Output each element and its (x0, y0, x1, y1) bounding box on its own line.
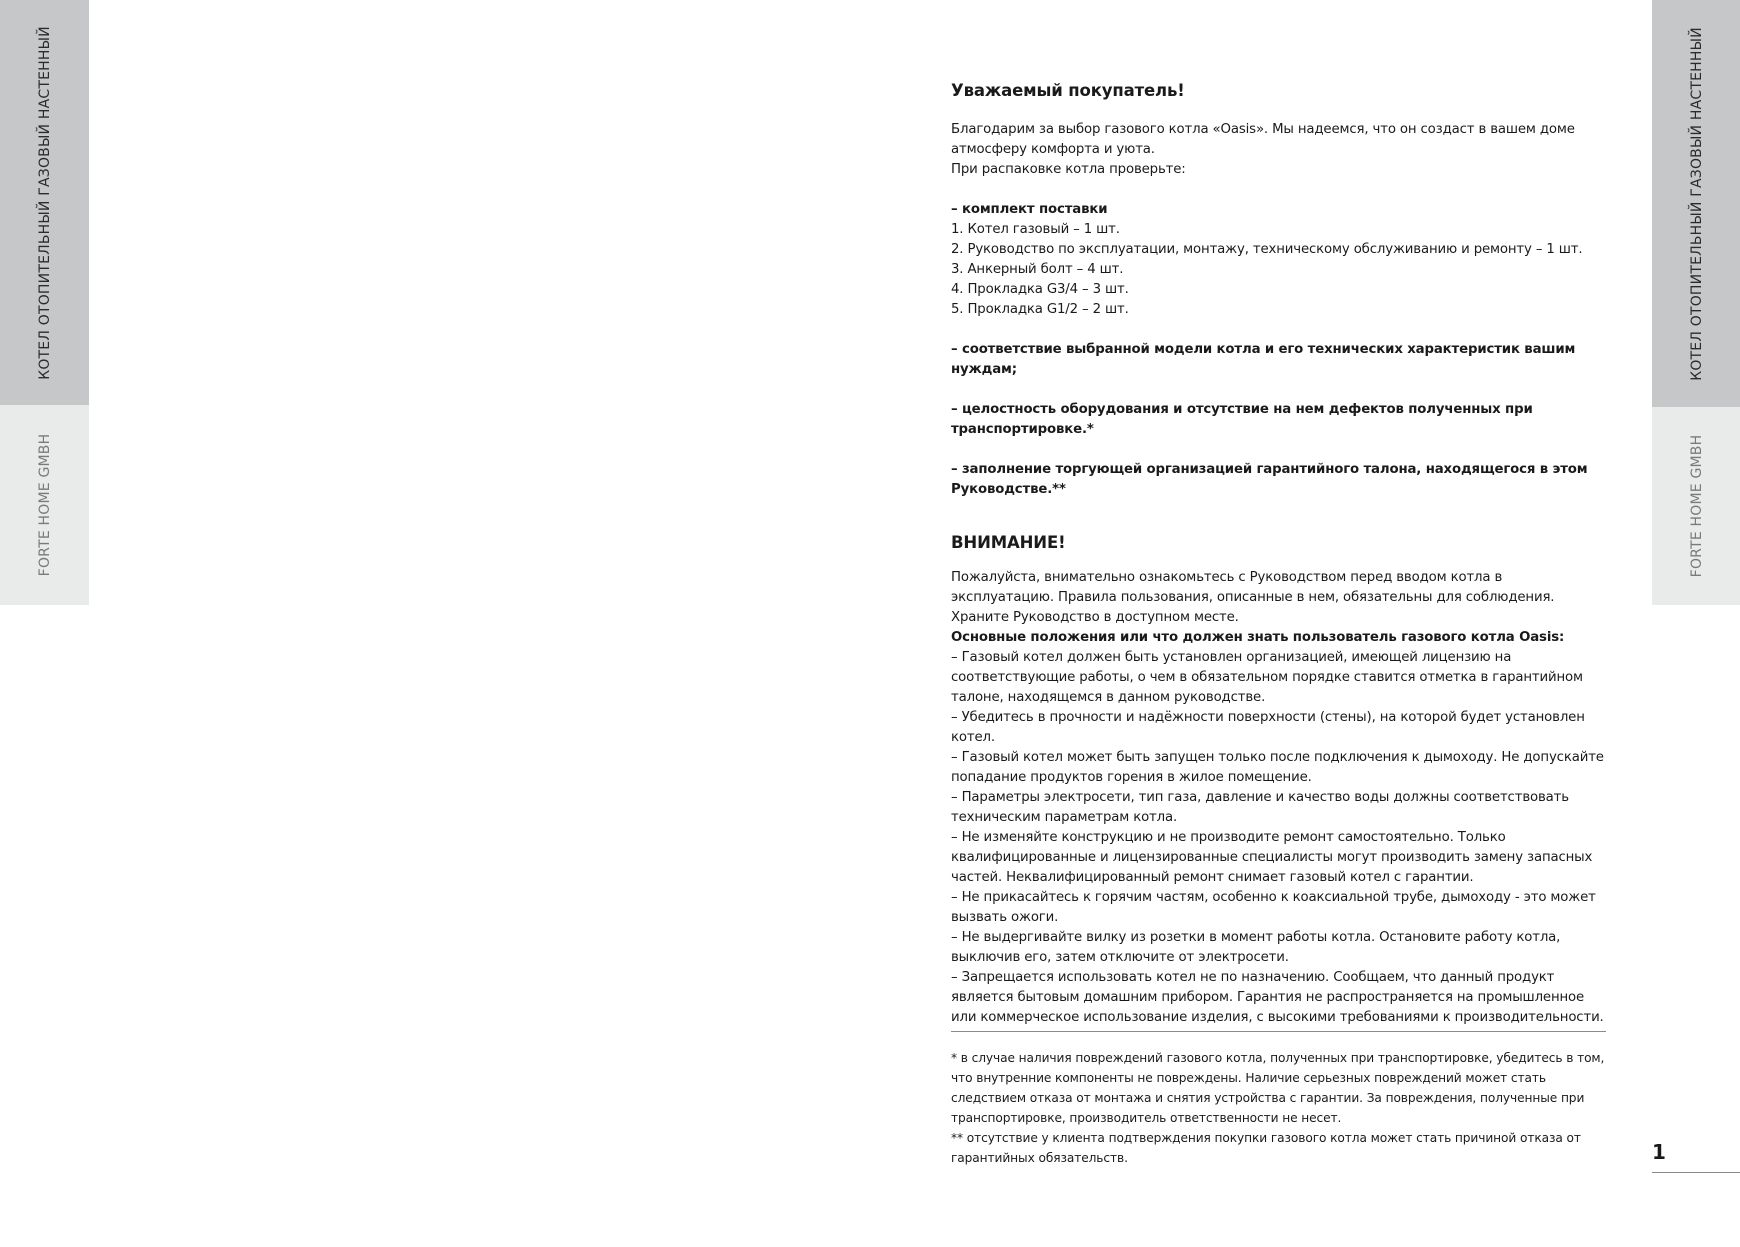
rule-item: – Не прикасайтесь к горячим частям, особенно к коаксиальной трубе, дымоходу - это может вызвать ожоги. (951, 890, 1596, 925)
kit-item: 3. Анкерный болт – 4 шт. (951, 262, 1124, 277)
kit-item: 4. Прокладка G3/4 – 3 шт. (951, 282, 1129, 297)
footnotes (951, 1048, 1606, 1168)
kit-list (951, 220, 1606, 320)
greeting-heading: Уважаемый покупатель! (951, 81, 1185, 100)
intro-text: Благодарим за выбор газового котла «Oasis». Мы надеемся, что он создаст в вашем доме атмосферу комфорта и уюта. (951, 122, 1575, 157)
kit-heading: – комплект поставки (951, 202, 1108, 217)
right-product-label: КОТЕЛ ОТОПИТЕЛЬНЫЙ ГАЗОВЫЙ НАСТЕННЫЙ (1688, 26, 1705, 381)
kit-item: 5. Прокладка G1/2 – 2 шт. (951, 302, 1129, 317)
rule-item: – Не выдергивайте вилку из розетки в момент работы котла. Остановите работу котла, выключив его, затем отключите от электросети. (951, 930, 1561, 965)
page-number-rule (1652, 1172, 1740, 1173)
footnote-2: ** отсутствие у клиента подтверждения покупки газового котла может стать причиной отказа от гарантийных обязательств. (951, 1131, 1581, 1165)
rule-item: – Газовый котел должен быть установлен организацией, имеющей лицензию на соответствующие работы, о чем в обязательном порядке ставится отметка в гарантийном талоне, находящемся в данном руководстве. (951, 650, 1583, 705)
left-company-tab (0, 405, 89, 605)
rule-item: – Не изменяйте конструкцию и не производите ремонт самостоятельно. Только квалифицированные и лицензированные специалисты могут производить замену запасных частей. Неквалифицированный ремонт снимает газовый котел с гарантии. (951, 830, 1593, 885)
attention-heading: ВНИМАНИЕ! (951, 533, 1066, 552)
left-company-label: FORTE HOME GMBH (36, 433, 53, 577)
main-text-column (951, 80, 1606, 1028)
page-number: 1 (1652, 1140, 1666, 1164)
check-integrity: – целостность оборудования и отсутствие на нем дефектов полученных при транспортировке.* (951, 402, 1533, 437)
right-company-label: FORTE HOME GMBH (1688, 434, 1705, 578)
rule-item: – Запрещается использовать котел не по назначению. Сообщаем, что данный продукт является бытовым домашним прибором. Гарантия не распространяется на промышленное или коммерческое использование изделия, с высокими требованиями к производительности. (951, 970, 1604, 1025)
right-company-tab (1652, 407, 1740, 605)
left-product-tab (0, 0, 89, 405)
attention-text: Пожалуйста, внимательно ознакомьтесь с Руководством перед вводом котла в эксплуатацию. Правила пользования, описанные в нем, обязательны для соблюдения. Храните Руководство в доступном месте. (951, 570, 1555, 625)
kit-item: 1. Котел газовый – 1 шт. (951, 222, 1120, 237)
left-product-label: КОТЕЛ ОТОПИТЕЛЬНЫЙ ГАЗОВЫЙ НАСТЕННЫЙ (36, 25, 53, 380)
footnote-1: * в случае наличия повреждений газового котла, полученных при транспортировке, убедитесь в том, что внутренние компоненты не повреждены. Наличие серьезных повреждений может стать следствием отказа от монтажа и снятия устройства с гарантии. За повреждения, полученные при транспортировке, производитель ответственности не несет. (951, 1051, 1605, 1125)
rule-item: – Убедитесь в прочности и надёжности поверхности (стены), на которой будет установлен котел. (951, 710, 1585, 745)
intro-check-text: При распаковке котла проверьте: (951, 162, 1186, 177)
check-warranty: – заполнение торгующей организацией гарантийного талона, находящегося в этом Руководстве.** (951, 462, 1588, 497)
rule-item: – Параметры электросети, тип газа, давление и качество воды должны соответствовать техническим параметрам котла. (951, 790, 1569, 825)
kit-item: 2. Руководство по эксплуатации, монтажу, техническому обслуживанию и ремонту – 1 шт. (951, 242, 1583, 257)
check-model: – соответствие выбранной модели котла и его технических характеристик вашим нуждам; (951, 342, 1576, 377)
rules-list (951, 648, 1606, 1028)
right-product-tab (1652, 0, 1740, 407)
footnote-divider (951, 1031, 1606, 1032)
rule-item: – Газовый котел может быть запущен только после подключения к дымоходу. Не допускайте попадание продуктов горения в жилое помещение. (951, 750, 1604, 785)
rules-heading: Основные положения или что должен знать пользователь газового котла Oasis: (951, 630, 1565, 645)
